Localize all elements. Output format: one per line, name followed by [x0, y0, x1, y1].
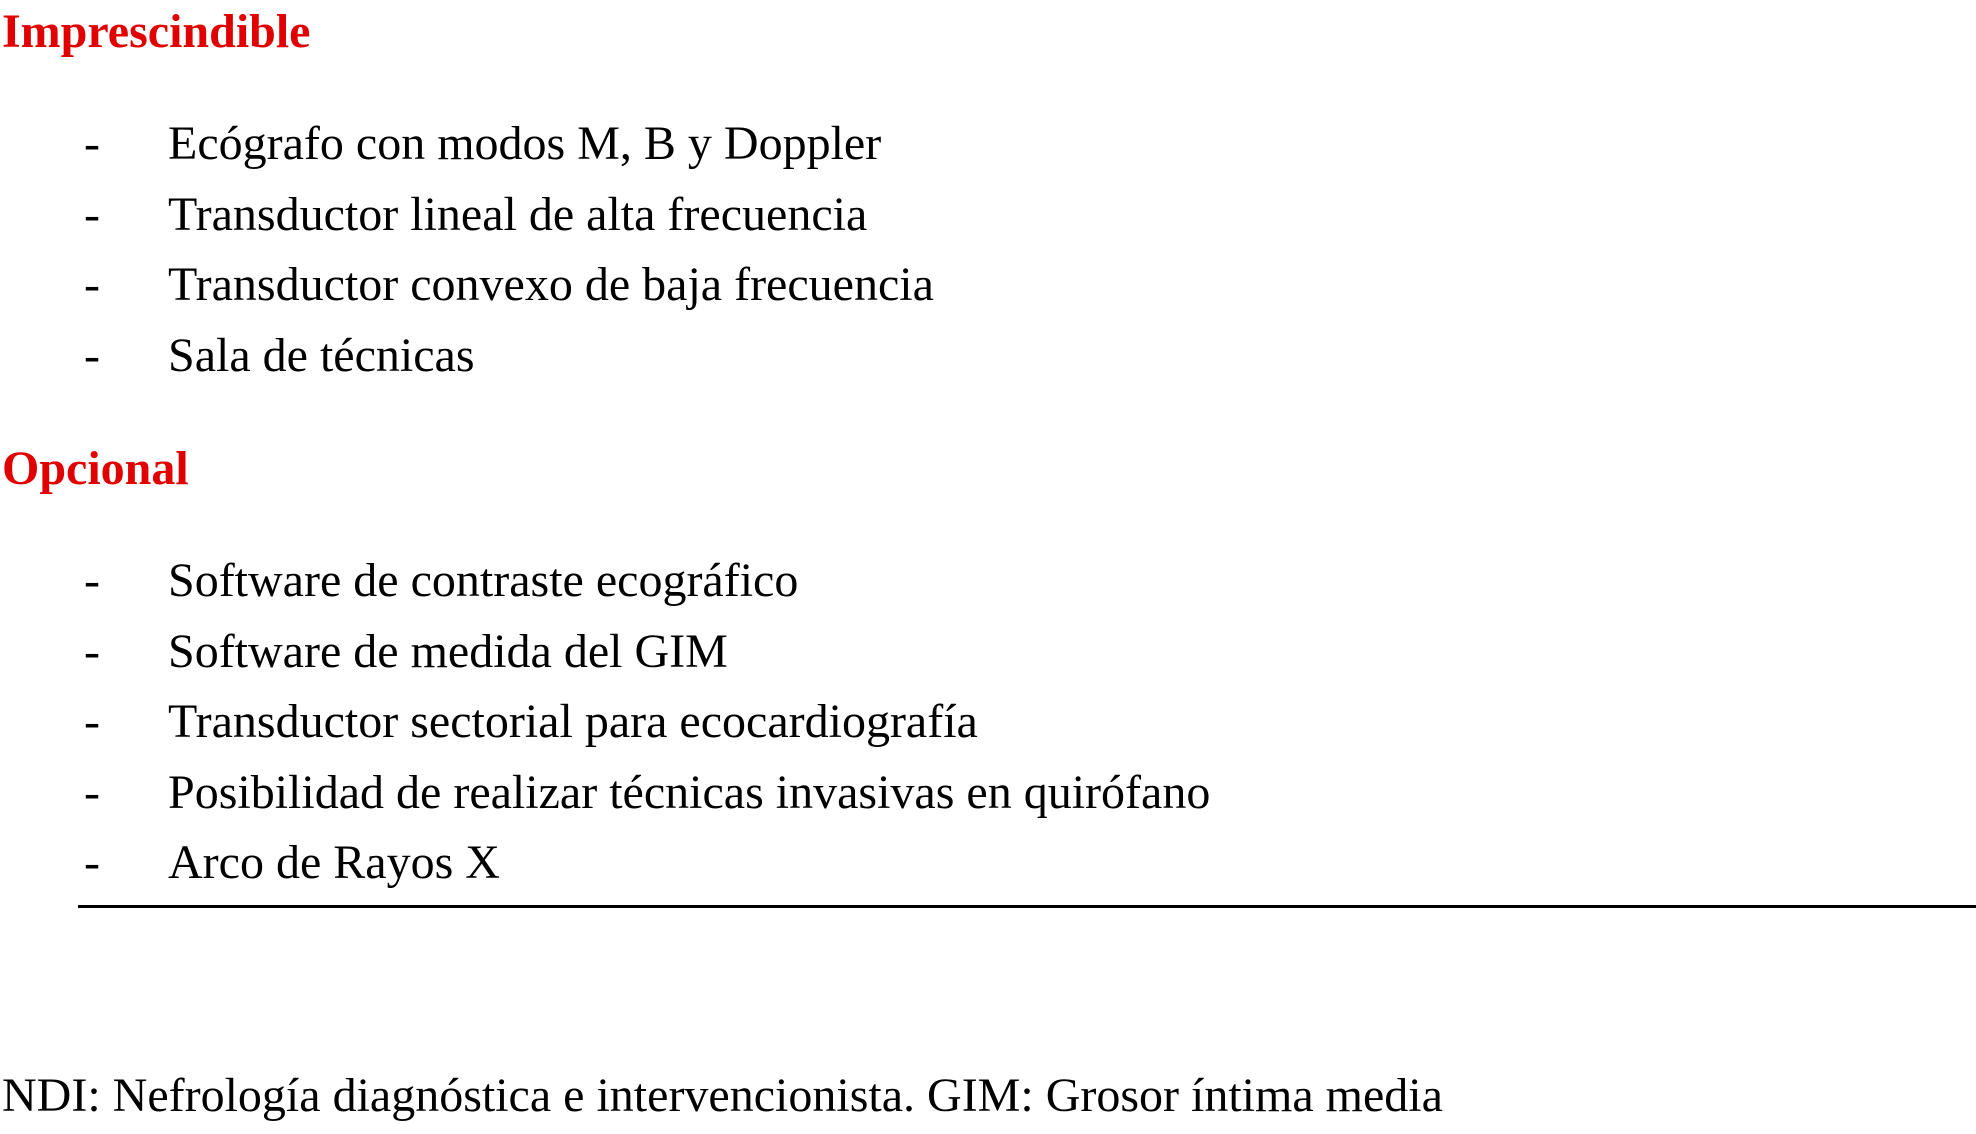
list-item-text: Software de medida del GIM [168, 624, 728, 678]
list-bullet: - [84, 117, 100, 170]
list-bullet: - [84, 328, 100, 382]
list-item-text: Transductor convexo de baja frecuencia [168, 258, 934, 311]
section-heading-opcional: Opcional [2, 442, 189, 495]
list-bullet: - [84, 695, 100, 748]
list-bullet: - [84, 258, 100, 311]
list-item-text: Software de contraste ecográfico [168, 554, 799, 607]
footnote-divider [78, 905, 1976, 908]
list-item-text: Transductor lineal de alta frecuencia [168, 187, 868, 241]
list-bullet: - [84, 836, 100, 889]
list-item-text: Transductor sectorial para ecocardiografía [168, 695, 978, 748]
list-bullet: - [84, 765, 100, 819]
list-bullet: - [84, 187, 100, 241]
list-bullet: - [84, 624, 100, 678]
list-bullet: - [84, 554, 100, 607]
list-item-text: Ecógrafo con modos M, B y Doppler [168, 117, 882, 170]
footnote: NDI: Nefrología diagnóstica e intervencionista. GIM: Grosor íntima media [2, 1069, 1443, 1122]
list-item-text: Arco de Rayos X [168, 836, 500, 889]
section-heading-imprescindible: Imprescindible [2, 5, 311, 58]
list-item-text: Sala de técnicas [168, 328, 475, 382]
list-item-text: Posibilidad de realizar técnicas invasivas en quirófano [168, 765, 1211, 819]
